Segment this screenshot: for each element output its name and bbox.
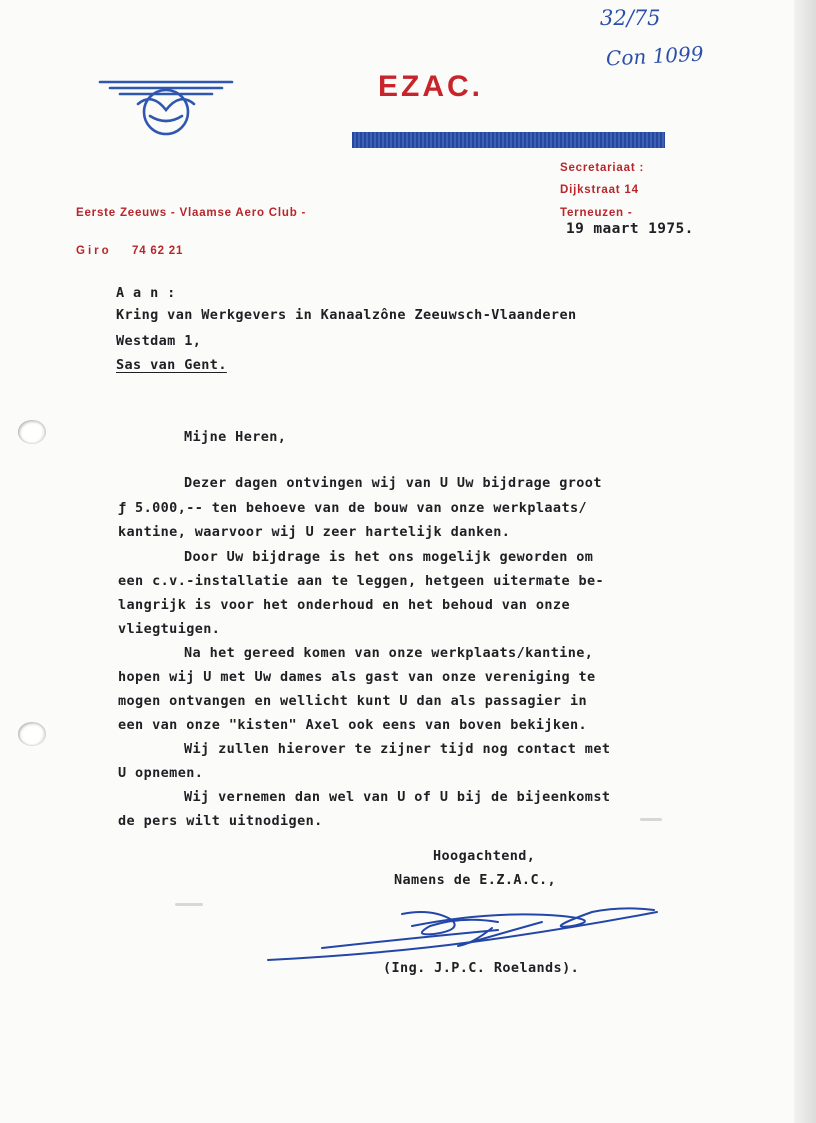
- body-line: de pers wilt uitnodigen.: [118, 813, 323, 829]
- paper-smudge: [640, 818, 662, 821]
- body-line: hopen wij U met Uw dames als gast van onze vereniging te: [118, 669, 596, 685]
- secretariat-city: Terneuzen -: [560, 207, 633, 219]
- secretariat-label: Secretariaat :: [560, 162, 645, 174]
- letter-date: 19 maart 1975.: [566, 221, 694, 237]
- body-line: Door Uw bijdrage is het ons mogelijk geworden om: [184, 549, 594, 565]
- club-full-name: Eerste Zeeuws - Vlaamse Aero Club -: [76, 207, 307, 219]
- closing-on-behalf: Namens de E.Z.A.C.,: [394, 872, 557, 888]
- recipient-city: Sas van Gent.: [116, 357, 227, 373]
- recipient-label: A a n :: [116, 285, 176, 301]
- closing-greeting: Hoogachtend,: [433, 848, 536, 864]
- body-line: vliegtuigen.: [118, 621, 221, 637]
- giro-label: Giro: [76, 245, 112, 257]
- giro-number: 74 62 21: [132, 245, 184, 257]
- recipient-address: Westdam 1,: [116, 333, 202, 349]
- handwritten-file-number: Con 1099: [605, 41, 705, 71]
- punch-hole-bottom: [18, 722, 46, 746]
- signatory-name: (Ing. J.P.C. Roelands).: [383, 960, 580, 976]
- body-line: U opnemen.: [118, 765, 204, 781]
- body-line: een van onze "kisten" Axel ook eens van boven bekijken.: [118, 717, 588, 733]
- body-line: ƒ 5.000,-- ten behoeve van de bouw van onze werkplaats/: [118, 500, 588, 516]
- body-line: Wij vernemen dan wel van U of U bij de bijeenkomst: [184, 789, 611, 805]
- body-line: kantine, waarvoor wij U zeer hartelijk danken.: [118, 524, 511, 540]
- letterhead-blue-bar: [352, 132, 665, 148]
- body-line: een c.v.-installatie aan te leggen, hetgeen uitermate be-: [118, 573, 605, 589]
- body-line: Wij zullen hierover te zijner tijd nog contact met: [184, 741, 611, 757]
- paper-edge-shadow: [794, 0, 816, 1123]
- handwritten-reference: 32/75: [600, 6, 661, 30]
- body-line: mogen ontvangen en wellicht kunt U dan als passagier in: [118, 693, 588, 709]
- paper-smudge: [175, 903, 203, 906]
- recipient-organization: Kring van Werkgevers in Kanaalzône Zeeuwsch-Vlaanderen: [116, 307, 577, 323]
- salutation: Mijne Heren,: [184, 429, 287, 445]
- body-line: Na het gereed komen van onze werkplaats/kantine,: [184, 645, 594, 661]
- winged-emblem-logo: [98, 70, 234, 138]
- body-line: Dezer dagen ontvingen wij van U Uw bijdrage groot: [184, 475, 602, 491]
- body-line: langrijk is voor het onderhoud en het behoud van onze: [118, 597, 570, 613]
- punch-hole-top: [18, 420, 46, 444]
- club-name-header: EZAC.: [378, 70, 483, 103]
- secretariat-street: Dijkstraat 14: [560, 184, 639, 196]
